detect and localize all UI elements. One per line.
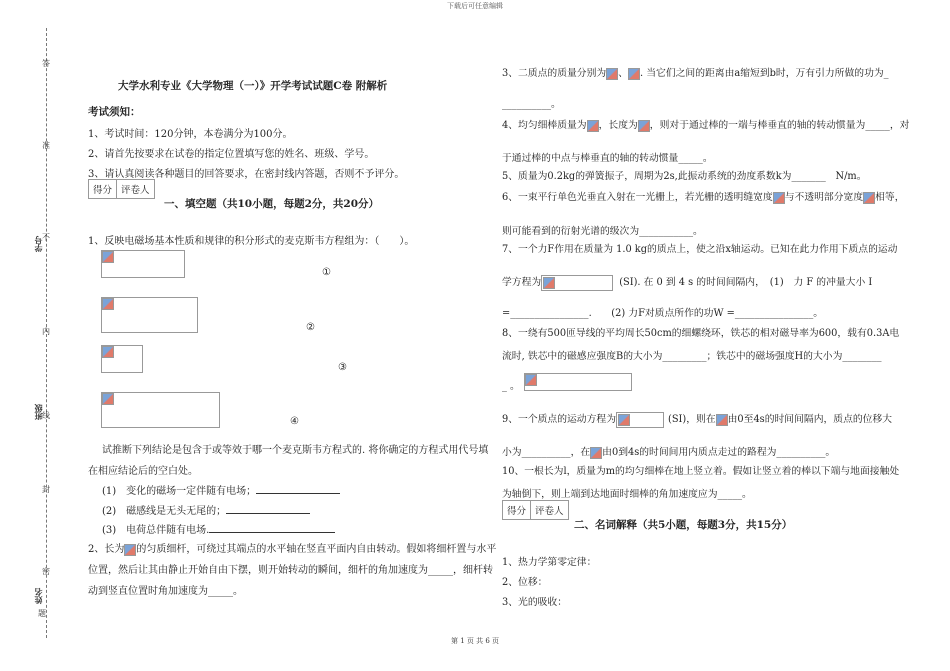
q1-conclusion: 试推断下列结论是包含于或等效于哪一个麦克斯韦方程式的. 将你确定的方程式用代号填 [102,445,489,456]
broken-image-icon [102,251,114,263]
grader-label: 评卷人 [535,506,564,517]
marker-2: ② [306,322,315,333]
broken-image-icon [638,120,650,132]
question-5: 5、质量为0.2kg的弹簧振子，周期为2s,此振动系统的劲度系数k为_______ N/m。 [502,171,867,182]
question-2: 动到竖直位置时角加速度为_____。 [88,586,243,597]
score-label: 得分 [503,501,531,519]
question-2: 位置，然后让其由静止开始自由下摆，则开始转动的瞬间，细杆的角加速度为_____，细杆转 [88,565,493,576]
broken-image-icon [618,414,630,426]
notice-item: 2、请首先按要求在试卷的指定位置填写您的姓名、班级、学号。 [88,149,375,160]
q1-sub-3: (3) 电荷总伴随有电场. [102,521,335,536]
broken-image-icon [590,447,602,459]
binding-char-nei: 内 [42,327,50,336]
binding-char-bu: 不 [42,233,50,242]
question-7: =________________. (2) 力F对质点所作的功W =________________。 [502,308,824,319]
broken-image-icon [628,68,640,80]
question-7: 7、一个力F作用在质量为 1.0 kg的质点上，使之沿x轴运动。已知在此力作用下质点的运动 [502,244,898,255]
page-title: 大学水利专业《大学物理（一）》开学考试试题C卷 附解析 [118,80,388,92]
question-2: 2、长为 的匀质细杆，可绕过其端点的水平轴在竖直平面内自由转动。假如将细杆置与水平 [88,544,497,555]
score-label: 得分 [89,180,117,198]
marker-1: ① [322,267,331,278]
broken-image-icon [102,393,114,405]
question-6: 则可能看到的衍射光谱的级次为___________。 [502,226,703,237]
xingming-label: 姓名 [33,588,43,604]
binding-char-da: 答 [42,59,50,68]
question-9: 9、一个质点的运动方程为 (SI)，则在 由0至4s的时间间隔内，质点的位移大 [502,411,892,428]
section-title-fill-in: 一、填空题（共10小题，每题2分，共20分） [164,198,380,210]
notice-item: 3、请认真阅读各种题目的回答要求，在密封线内答题，否则不予评分。 [88,169,405,180]
binding-char-mi: 密 [42,567,50,576]
broken-image-icon [773,192,785,204]
notice-heading: 考试须知： [88,106,141,118]
broken-image-icon [863,192,875,204]
term-item: 3、光的吸收： [502,597,568,608]
question-3: 3、二质点的质量分别为 、 . 当它们之间的距离由a缩短到b时，万有引力所做的功为_ [502,68,889,79]
question-1: 1、反映电磁场基本性质和规律的积分形式的麦克斯韦方程组为：（ ）。 [88,236,415,247]
page-header: 下载后可任意编辑 [447,2,503,10]
notice-item: 1、考试时间：120分钟，本卷满分为100分。 [88,129,293,140]
page-footer: 第 1 页 共 6 页 [450,637,500,645]
q1-conclusion: 在相应结论后的空白处。 [88,466,198,477]
broken-image-icon [587,120,599,132]
binding-char-feng: 封 [42,485,50,494]
question-7: 学方程为 (SI). 在 0 到 4 s 的时间间隔内， (1) 力 F 的冲量大小 I [502,274,872,291]
question-4: 4、均匀细棒质量为 ，长度为 ，则对于通过棒的一端与棒垂直的轴的转动惯量为_____，对 [502,120,910,131]
score-box [502,500,569,520]
broken-image-icon [102,346,114,358]
score-box [88,179,155,199]
equation-box-4 [101,392,220,428]
marker-3: ③ [338,362,347,373]
question-6: 6、一束平行单色光垂直入射在一光栅上，若光栅的透明缝宽度 与不透明部分宽度 相等， [502,192,905,203]
binding-char-zhun: 准 [42,141,50,150]
term-item: 1、热力学第零定律： [502,557,597,568]
question-3: __________。 [502,99,561,110]
q1-sub-1: (1) 变化的磁场一定伴随有电场； [102,482,340,497]
question-10: 为轴倒下，则上端到达地面时细棒的角加速度应为_____。 [502,489,752,500]
binding-char-xian: 线 [42,411,50,420]
grader-label: 评卷人 [121,185,150,196]
section-title-terms: 二、名词解释（共5小题，每题3分，共15分） [574,519,793,531]
question-4: 于通过棒的中点与棒垂直的轴的转动惯量_____。 [502,153,713,164]
equation-box-2 [101,297,198,333]
question-9: 小为__________，在 由0到4s的时间间用内质点走过的路程为__________。 [502,447,836,458]
broken-image-icon [525,374,537,386]
xuehao-label: 学号 [33,236,43,252]
q1-sub-2: (2) 磁感线是无头无尾的； [102,502,310,517]
equation-box-q8 [524,373,632,391]
question-8: _ 。 [502,381,520,392]
question-10: 10、一根长为l，质量为m的均匀细棒在地上竖立着。假如让竖立着的棒以下端与地面接触处 [502,466,900,477]
broken-image-icon [606,68,618,80]
marker-4: ④ [290,416,299,427]
broken-image-icon [716,414,728,426]
broken-image-icon [124,544,136,556]
question-8: 8、一绕有500匝导线的平均周长50cm的细螺绕环，铁芯的相对磁导率为600，载有0.3A电 [502,328,900,339]
question-8: 流时, 铁芯中的磁感应强度B的大小为_________；铁芯中的磁场强度H的大小为________ [502,351,882,362]
banji-label: 班级 [33,404,43,420]
binding-char-ti: 题 [38,609,46,618]
term-item: 2、位移： [502,577,548,588]
broken-image-icon [102,298,114,310]
broken-image-icon [543,277,555,289]
